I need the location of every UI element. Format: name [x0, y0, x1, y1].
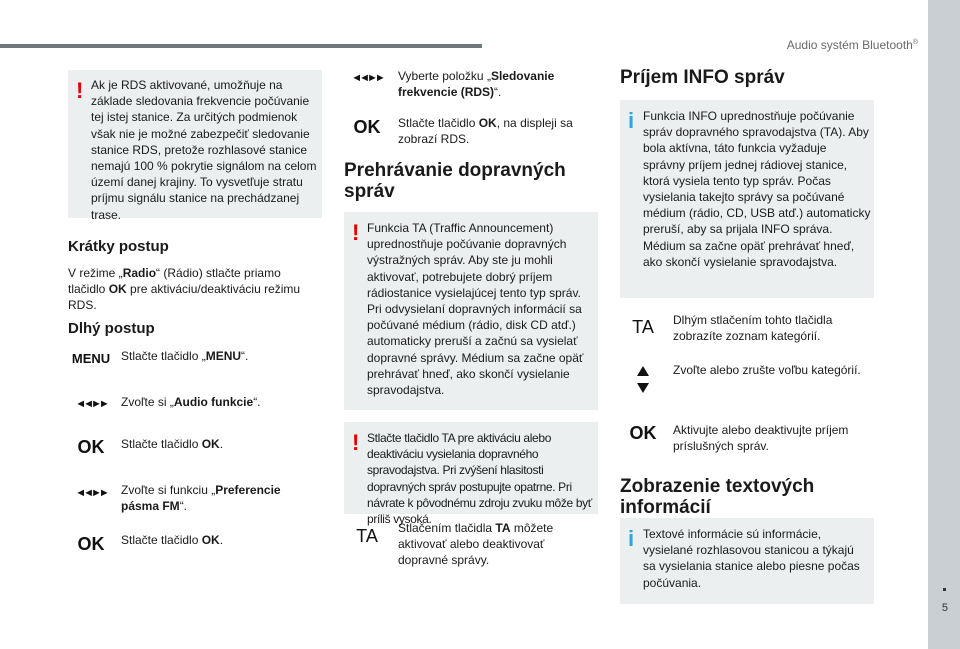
warning-icon: ! [352, 220, 360, 245]
short-procedure-heading: Krátky postup [68, 238, 169, 255]
rds-warning-box [68, 70, 322, 222]
warning-icon: ! [352, 430, 360, 455]
ok-button-icon: OK [77, 534, 105, 554]
ta-warning-box [344, 212, 598, 410]
arrow-up-down-icon [620, 366, 666, 393]
ta-button-icon: TA [356, 526, 378, 546]
step-ok-rds: Stlačte tlačidlo OK, na displeji sa zobrazí RDS. [398, 116, 573, 146]
step-rds-tracking: Vyberte položku „Sledovanie frekvencie (RDS)“. [398, 69, 555, 99]
menu-button-icon: MENU [71, 351, 111, 366]
info-messages-heading: Príjem INFO správ [620, 67, 785, 88]
arrows-left-right-icon: ◄◄ ►► [75, 398, 107, 410]
step-ok-1: Stlačte tlačidlo OK. [121, 437, 224, 451]
page-marker [943, 588, 946, 591]
long-procedure-heading: Dlhý postup [68, 320, 155, 337]
ta-volume-warning-box [344, 422, 598, 527]
ok-button-icon: OK [629, 423, 657, 443]
rds-warning-text: Ak je RDS aktivované, umožňuje na základe sledovania frekvencie počúvanie tej istej stanice. Za určitých podmienok však nie je možné zabezpečiť sledovanie stanice RDS, pretože rozhlasové stanice nemajú 100 % pokrytie signálom na celom území danej krajiny. To vysvetľuje stratu príjmu signálu stanice na prechádzanej trase. [91, 78, 317, 222]
step-ok-2: Stlačte tlačidlo OK. [121, 533, 224, 547]
ok-button-icon: OK [77, 437, 105, 457]
text-info-box-text: Textové informácie sú informácie, vysielané rozhlasovou stanicou a týkajú sa vysielania stanice alebo piesne počas počúvania. [643, 527, 860, 590]
step-category-list: Dlhým stlačením tohto tlačidla zobrazíte zoznam kategórií. [673, 313, 833, 343]
info-box-text: Funkcia INFO uprednostňuje počúvanie správ dopravného spravodajstva (TA). Aby bola aktívna, táto funkcia vyžaduje správny príjem jednej rádiovej stanice, ktorá vysiela tento typ správ. Počas vysielania takejto správy sa počúvané médium (rádio, CD, USB atď.) automaticky preruší, aby sa prijala INFO správa. Médium sa začne opäť prehrávať hneď, ako skončí vysielanie spravodajstva. [643, 109, 871, 269]
short-procedure-text: V režime „Radio“ (Rádio) stlačte priamo tlačidlo OK pre aktiváciu/deaktiváciu režimu RDS. [68, 266, 301, 312]
ok-button-icon: OK [353, 117, 381, 137]
step-select-categories: Zvoľte alebo zrušte voľbu kategórií. [673, 363, 861, 377]
step-ta-toggle: Stlačením tlačidla TA môžete aktivovať alebo deaktivovať dopravné správy. [398, 521, 554, 567]
text-info-box [620, 518, 874, 604]
text-info-heading: Zobrazenie textových informácií [620, 476, 815, 518]
ta-warning-text: Funkcia TA (Traffic Announcement) uprednostňuje počúvanie dopravných výstražných správ. Aby ste ju mohli aktivovať, potrebujete dobrý príjem rádiostanice vysielajúcej tento typ správ. Pri odvysielaní dopravných informácií sa počúvané médium (rádio, disk CD atď.) automaticky preruší a začnú sa vysielať dopravné správy. Médium sa začne opäť prehrávať hneď, ako skončí vysielanie spravodajstva. [367, 221, 584, 398]
ta-button-icon: TA [632, 317, 654, 337]
info-icon: i [628, 108, 635, 133]
side-strip [928, 0, 960, 649]
page-header-title: Audio systém Bluetooth® [786, 38, 918, 52]
info-box [620, 100, 874, 298]
warning-icon: ! [76, 78, 84, 103]
page-number: 5 [941, 602, 948, 614]
ta-volume-warning-text: Stlačte tlačidlo TA pre aktiváciu alebo deaktiváciu vysielania dopravného spravodajstva. Pri zvýšení hlasitosti dopravných správ postupujte opatrne. Pri návrate k pôvodnému zdroju zvuku môže byť príliš vysoká. [367, 431, 592, 527]
step-fm-preferences: Zvoľte si funkciu „Preferencie pásma FM“. [121, 483, 281, 513]
header-rule [0, 44, 482, 48]
arrows-left-right-icon: ◄◄ ►► [75, 487, 107, 499]
step-menu: Stlačte tlačidlo „MENU“. [121, 349, 249, 363]
info-icon: i [628, 526, 635, 551]
traffic-announcements-heading: Prehrávanie dopravných správ [344, 160, 566, 202]
step-audio-functions: Zvoľte si „Audio funkcie“. [121, 395, 261, 409]
step-toggle-reception: Aktivujte alebo deaktivujte príjem príslušných správ. [673, 423, 849, 453]
arrows-left-right-icon: ◄◄ ►► [351, 72, 383, 84]
